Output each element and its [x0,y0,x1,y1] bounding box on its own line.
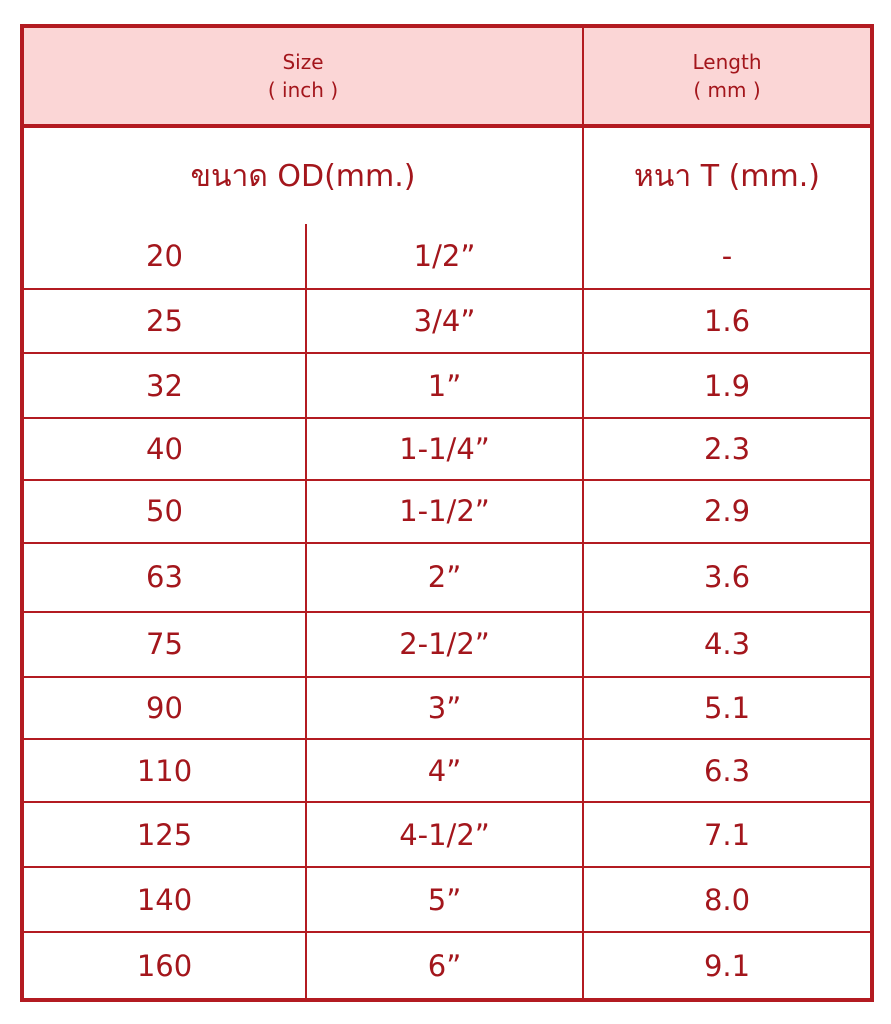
od-cell: 125 [24,802,306,866]
table-row [24,932,870,998]
thickness-cell: 7.1 [583,802,870,866]
thickness-cell: 1.6 [583,289,870,353]
thickness-cell: 9.1 [583,932,870,998]
length-header-unit: ( mm ) [693,77,761,102]
inch-cell: 1-1/4” [306,418,583,480]
od-cell: 50 [24,480,306,542]
pipe-spec-table [24,28,870,998]
table-row [24,418,870,480]
length-header-cell [583,28,870,126]
thickness-cell: 8.0 [583,867,870,932]
thickness-cell: 2.9 [583,480,870,542]
thickness-cell: 2.3 [583,418,870,480]
size-header-label: Size [282,49,324,74]
od-cell: 40 [24,418,306,480]
inch-cell: 1” [306,353,583,417]
thickness-header-cell: หนา T (mm.) [583,126,870,225]
inch-cell: 1/2” [306,224,583,288]
subheader-row [24,126,870,225]
table-row [24,353,870,417]
inch-cell: 6” [306,932,583,998]
od-cell: 75 [24,612,306,676]
table-row [24,480,870,542]
od-cell: 160 [24,932,306,998]
table-row [24,289,870,353]
spec-table-frame [20,24,874,1002]
table-row [24,739,870,802]
inch-cell: 3” [306,677,583,739]
od-cell: 32 [24,353,306,417]
thickness-cell: - [583,224,870,288]
table-row [24,677,870,739]
inch-cell: 4-1/2” [306,802,583,866]
od-cell: 110 [24,739,306,802]
thickness-cell: 4.3 [583,612,870,676]
thickness-cell: 5.1 [583,677,870,739]
inch-cell: 3/4” [306,289,583,353]
inch-cell: 2-1/2” [306,612,583,676]
thickness-cell: 6.3 [583,739,870,802]
thickness-cell: 1.9 [583,353,870,417]
od-cell: 140 [24,867,306,932]
length-header-label: Length [692,49,762,74]
table-row [24,224,870,288]
table-row [24,543,870,613]
inch-cell: 4” [306,739,583,802]
od-header-cell: ขนาด OD(mm.) [24,126,583,225]
od-cell: 25 [24,289,306,353]
inch-cell: 1-1/2” [306,480,583,542]
table-body [24,224,870,998]
header-row [24,28,870,126]
size-header-unit: ( inch ) [267,77,339,102]
od-cell: 90 [24,677,306,739]
thickness-cell: 3.6 [583,543,870,613]
inch-cell: 2” [306,543,583,613]
table-row [24,802,870,866]
size-header-cell [24,28,583,126]
od-cell: 20 [24,224,306,288]
table-row [24,612,870,676]
inch-cell: 5” [306,867,583,932]
od-cell: 63 [24,543,306,613]
table-row [24,867,870,932]
